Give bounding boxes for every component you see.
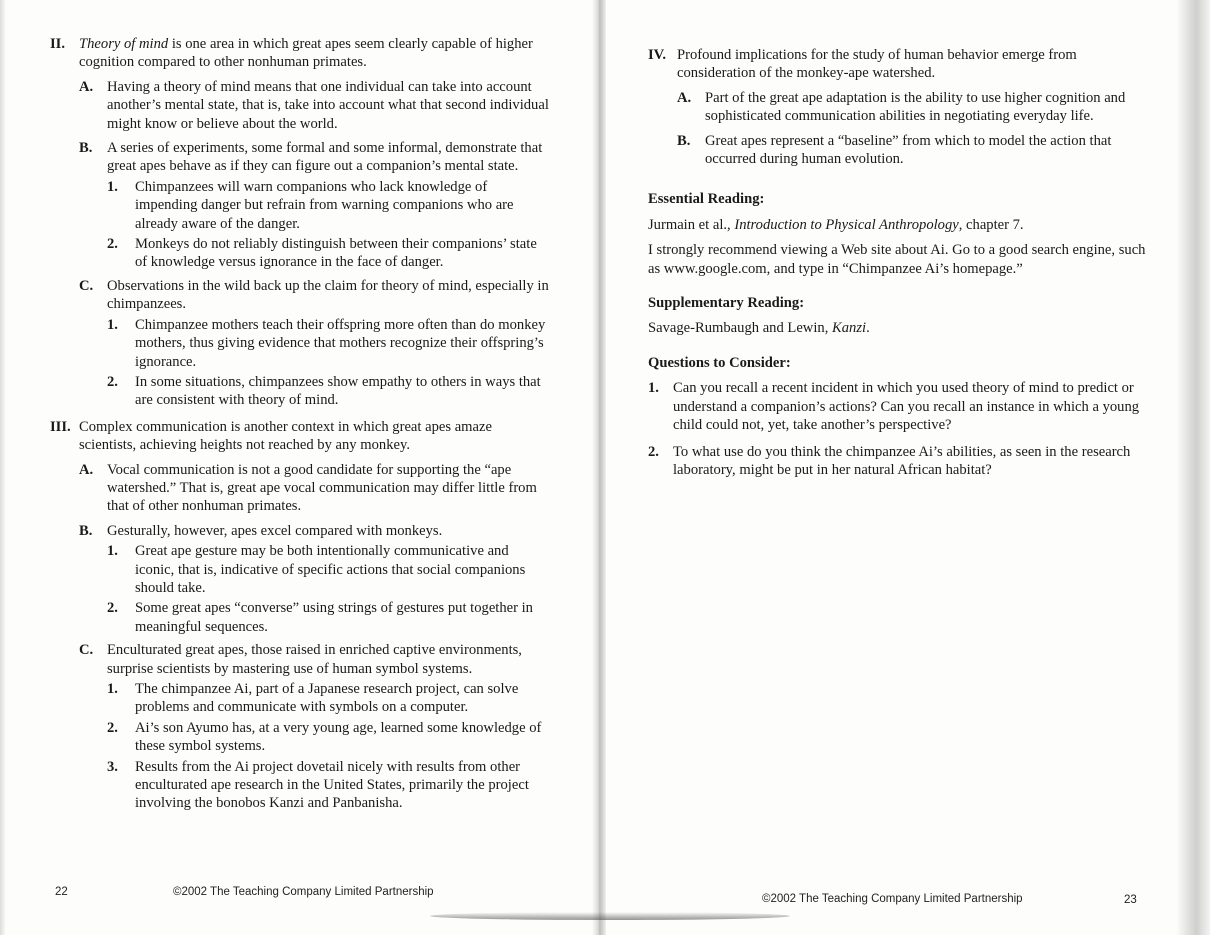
essential-reading-heading: Essential Reading: — [648, 191, 765, 208]
term-theory-of-mind: Theory of mind — [79, 36, 169, 52]
questions-heading: Questions to Consider: — [648, 354, 791, 371]
section-label: III. — [50, 418, 71, 435]
outline-item-iv-b: B. Great apes represent a “baseline” from which to model the action that occurred during human evolution. — [677, 132, 1112, 168]
book-title: Introduction to Physical Anthropology — [734, 216, 959, 233]
outline-item-ii-c-1: 1. Chimpanzee mothers teach their offspring more often than do monkey mothers, thus giving evidence that mothers recognize their offspring’s ignorance. — [107, 316, 546, 370]
outline-item-iv-a: A. Part of the great ape adaptation is the ability to use higher cognition and sophisticated communication abilities in negotiating everyday life. — [677, 89, 1126, 125]
supplementary-reading-heading: Supplementary Reading: — [648, 295, 805, 312]
section-ii-intro: Theory of mind is one area in which great apes seem clearly capable of higher cognition compared to other nonhuman primates. — [79, 36, 533, 71]
right-page-edge — [1176, 0, 1210, 935]
right-page-content — [648, 46, 1148, 487]
copyright-footer-right: ©2002 The Teaching Company Limited Partnership — [762, 893, 1023, 905]
outline-item-ii-b-1: 1. Chimpanzees will warn companions who lack knowledge of impending danger but refrain from warning companions who are already aware of the danger. — [107, 178, 514, 232]
book-title: Kanzi — [832, 320, 867, 337]
book-gutter — [592, 0, 606, 935]
section-iv: IV. Profound implications for the study of human behavior emerge from consideration of the monkey-ape watershed. — [648, 47, 1077, 82]
question-2: 2. To what use do you think the chimpanzee Ai’s abilities, as seen in the research laboratory, might be put in her natural African habitat? — [648, 443, 1131, 478]
page-number-left: 22 — [55, 886, 68, 898]
question-1: 1. Can you recall a recent incident in which you used theory of mind to predict or understand a companion’s actions? Can you recall an instance in which a young child could not, yet, take another’s perspective? — [648, 380, 1140, 434]
section-label: II. — [50, 36, 66, 52]
outline-item-iii-c-1: 1. The chimpanzee Ai, part of a Japanese research project, can solve problems and communicate with symbols on a computer. — [107, 681, 519, 716]
outline-item-iii-c-3: 3. Results from the Ai project dovetail nicely with results from other enculturated ape research in the United States, primarily the project involving the bonobos Kanzi and Panbanisha. — [107, 758, 529, 812]
outline-item-iii-b: B. Gesturally, however, apes excel compared with monkeys. — [79, 522, 443, 539]
section-iii: III. Complex communication is another context in which great apes amaze scientists, achieving heights not reached by any monkey. — [50, 418, 492, 454]
essential-reading-citation: Jurmain et al., Introduction to Physical Anthropology, chapter 7. — [648, 216, 1024, 233]
outline-item-ii-c-2: 2. In some situations, chimpanzees show empathy to others in ways that are consistent with theory of mind. — [107, 373, 541, 409]
section-ii — [50, 35, 550, 72]
outline-item-iii-c-2: 2. Ai’s son Ayumo has, at a very young age, learned some knowledge of these symbol systems. — [107, 719, 542, 755]
copyright-footer-left: ©2002 The Teaching Company Limited Partnership — [173, 886, 434, 898]
outline-item-ii-c: C. Observations in the wild back up the claim for theory of mind, especially in chimpanzees. — [79, 277, 549, 313]
section-label: IV. — [648, 47, 666, 63]
page-number-right: 23 — [1124, 894, 1137, 906]
outline-item-ii-b-2: 2. Monkeys do not reliably distinguish between their companions’ state of knowledge versus ignorance in the face of danger. — [107, 236, 537, 271]
left-page — [0, 0, 592, 935]
supplementary-reading-citation: Savage-Rumbaugh and Lewin, Kanzi. — [648, 320, 870, 337]
left-page-content — [50, 35, 550, 815]
right-page — [606, 0, 1176, 935]
outline-item-iii-b-2: 2. Some great apes “converse” using strings of gestures put together in meaningful sequences. — [107, 600, 533, 635]
outline-item-iii-c: C. Enculturated great apes, those raised in enriched captive environments, surprise scientists by mastering use of human symbol systems. — [79, 642, 522, 677]
outline-item-iii-b-1: 1. Great ape gesture may be both intentionally communicative and iconic, that is, indicative of specific actions that social companions should take. — [107, 543, 526, 596]
essential-reading-note: I strongly recommend viewing a Web site about Ai. Go to a good search engine, such as www.google.com, and type in “Chimpanzee Ai’s homepage.” — [648, 242, 1146, 277]
outline-item-ii-b: B. A series of experiments, some formal and some informal, demonstrate that great apes behave as if they can figure out a companion’s mental state. — [79, 140, 543, 175]
outline-item-iii-a: A. Vocal communication is not a good candidate for supporting the “ape watershed.” That is, great ape vocal communication may differ little from that of other nonhuman primates. — [79, 461, 537, 515]
outline-item-ii-a: A. Having a theory of mind means that one individual can take into account another’s mental state, that is, take into account what that second individual might know or believe about the world. — [79, 78, 549, 132]
